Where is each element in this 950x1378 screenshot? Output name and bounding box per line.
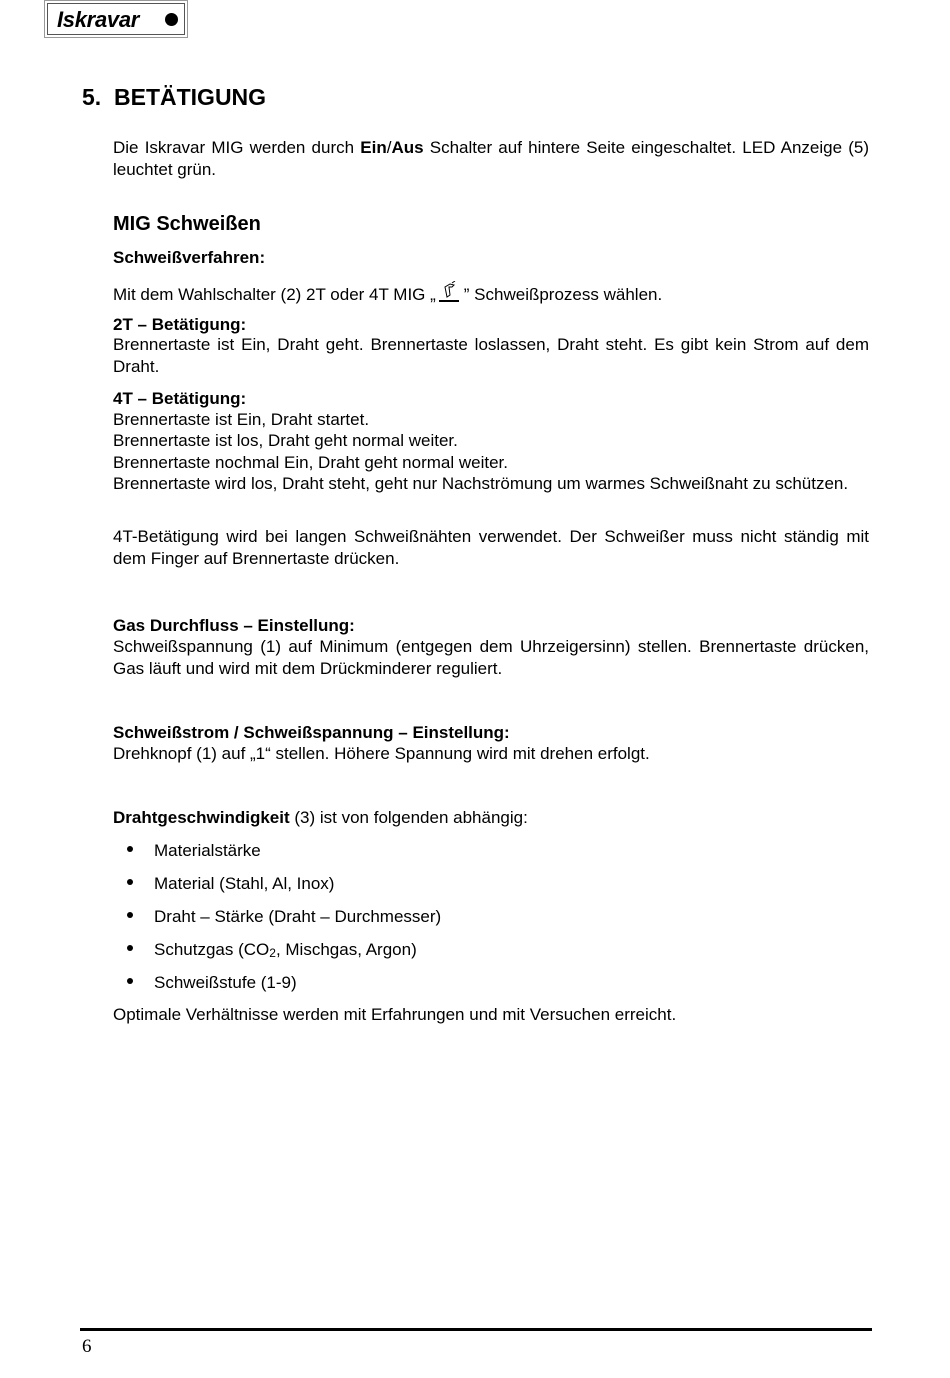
list-item-text-rest: , Mischgas, Argon) [275,940,417,959]
four-t-heading: 4T – Betätigung: [113,389,247,408]
wire-closing: Optimale Verhältnisse werden mit Erfahrungen und mit Versuchen erreicht. [113,1005,677,1024]
co2-subscript: 2 [269,946,276,960]
gas-heading: Gas Durchfluss – Einstellung: [113,616,355,635]
intro-slash: / [386,138,392,157]
brand-logo [47,3,185,35]
procedure-heading: Schweißverfahren: [113,248,266,267]
section-number: 5. [82,84,102,110]
two-t-heading: 2T – Betätigung: [113,315,247,334]
list-item-text: Schweißstufe (1-9) [154,973,297,992]
intro-paragraph [113,137,869,180]
intro-text-1: Die Iskravar MIG werden durch [113,138,361,157]
four-t-line-4: Brennertaste wird los, Draht steht, geht nur Nachströmung um warmes Schweißnaht zu schützen. [113,474,849,493]
four-t-line-2: Brennertaste ist los, Draht geht normal weiter. [113,431,458,450]
mig-heading: MIG Schweißen [113,213,261,235]
intro-bold-aus: Aus [391,138,424,157]
bullet-icon [127,912,133,918]
list-item [127,873,334,895]
gas-text: Schweißspannung (1) auf Minimum (entgegen dem Uhrzeigersinn) stellen. Brennertaste drücken, Gas läuft und wird mit dem Drückminderer reguliert. [113,637,869,678]
bullet-icon [127,879,133,885]
two-t-text: Brennertaste ist Ein, Draht geht. Brennertaste loslassen, Draht steht. Es gibt kein Strom auf dem Draht. [113,335,869,376]
bullet-icon [127,846,133,852]
bullet-icon [127,945,133,951]
selector-line [113,281,662,306]
wire-intro [113,807,528,829]
footer-rule [80,1328,872,1331]
list-item [127,840,261,862]
selector-text-after: ” Schweißprozess wählen. [463,285,663,304]
intro-bold-ein: Ein [360,138,387,157]
list-item-text: Draht – Stärke (Draht – Durchmesser) [154,907,442,926]
logo-text: Iskravar [57,7,140,32]
wire-intro-rest: (3) ist von folgenden abhängig: [289,808,528,827]
bullet-icon [127,978,133,984]
wire-bold-term: Drahtgeschwindigkeit [113,808,290,827]
list-item-text: Materialstärke [154,841,261,860]
page-number: 6 [82,1336,92,1357]
section-title: BETÄTIGUNG [114,84,267,110]
list-item [127,939,417,961]
mig-torch-icon [438,281,460,303]
four-t-note: 4T-Betätigung wird bei langen Schweißnähten verwendet. Der Schweißer muss nicht ständig mit dem Finger auf Brennertaste drücken. [113,527,869,568]
list-item-text: Schutzgas (CO [154,940,270,959]
four-t-line-3: Brennertaste nochmal Ein, Draht geht normal weiter. [113,453,508,472]
section-heading [82,84,266,110]
selector-text-before: Mit dem Wahlschalter (2) 2T oder 4T MIG „ [113,285,436,304]
intro-text-2: Schalter auf hintere Seite eingeschaltet. LED Anzeige (5) leuchtet grün. [113,138,869,179]
four-t-line-1: Brennertaste ist Ein, Draht startet. [113,410,370,429]
list-item-text: Material (Stahl, Al, Inox) [154,874,335,893]
current-text: Drehknopf (1) auf „1“ stellen. Höhere Spannung wird mit drehen erfolgt. [113,744,650,763]
list-item [127,972,297,994]
current-heading: Schweißstrom / Schweißspannung – Einstellung: [113,723,510,742]
logo-dot-icon [165,13,178,26]
list-item [127,906,441,928]
